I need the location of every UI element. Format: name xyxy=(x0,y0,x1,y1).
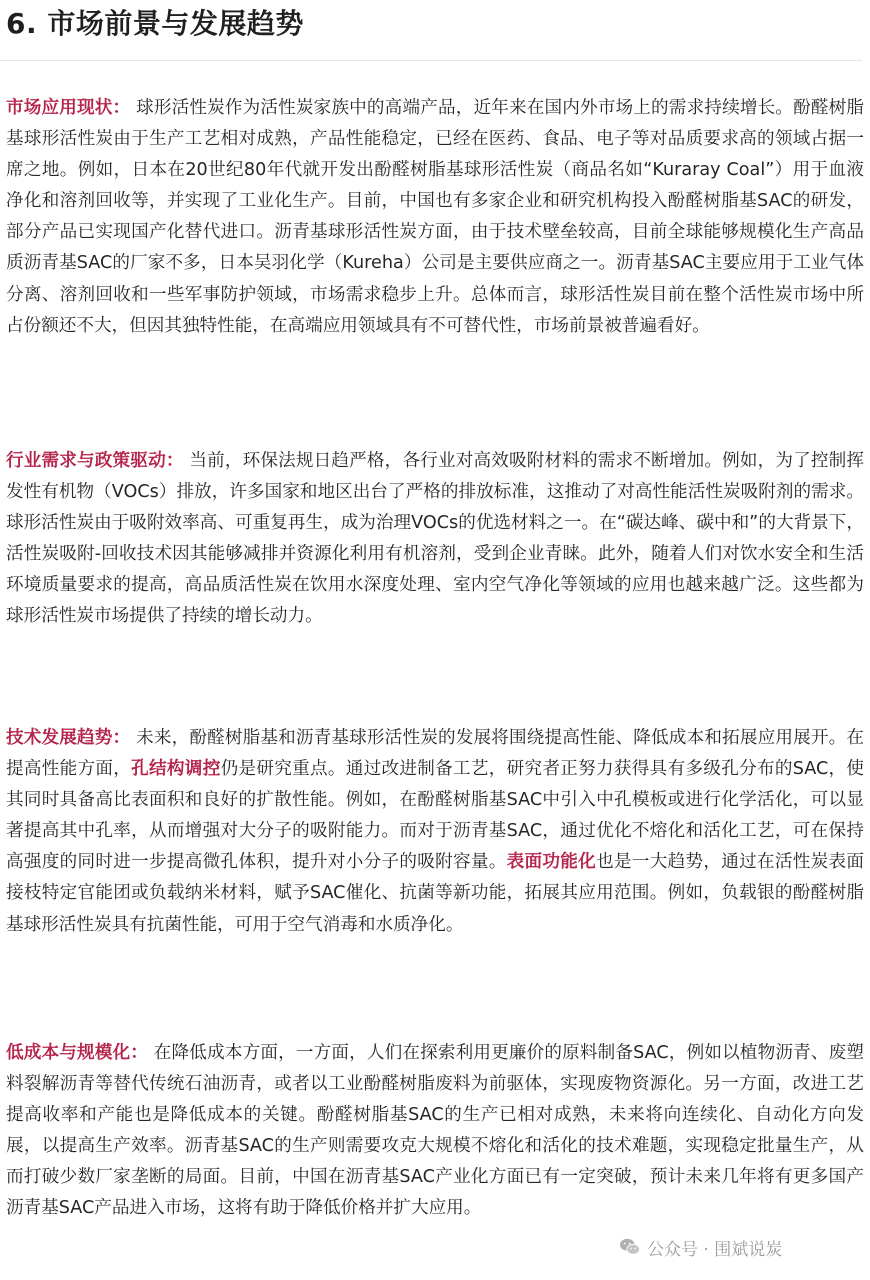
watermark-text: 公众号 · 围斌说炭 xyxy=(647,1239,783,1260)
paragraph-text: 也是一大趋势，通过在活性炭表面接枝特定官能团或负载纳米材料，赋予SAC催化、抗菌等新功能，拓展其应用范围。例如，负载银的酚醛树脂基球形活性炭具有抗菌性能，可用于空气消毒和水质净化。 xyxy=(6,852,864,935)
paragraph-lead: 市场应用现状： xyxy=(6,98,131,118)
paragraph-lead: 低成本与规模化： xyxy=(6,1043,149,1063)
wechat-icon xyxy=(619,1237,641,1257)
highlight-term: 表面功能化 xyxy=(506,852,597,873)
paragraph-tech-trends xyxy=(6,723,864,941)
paragraph-text: 在降低成本方面，一方面，人们在探索利用更廉价的原料制备SAC，例如以植物沥青、废塑料裂解沥青等替代传统石油沥青，或者以工业酚醛树脂废料为前驱体，实现废物资源化。另一方面，改进工艺提高收率和产能也是降低成本的关键。酚醛树脂基SAC的生产已相对成熟，未来将向连续化、自动化方向发展，以提高生产效率。沥青基SAC的生产则需要攻克大规模不熔化和活化的技术难题，实现稳定批量生产，从而打破少数厂家垄断的局面。目前，中国在沥青基SAC产业化方面已有一定突破，预计未来几年将有更多国产沥青基SAC产品进入市场，这将有助于降低价格并扩大应用。 xyxy=(6,1043,864,1219)
paragraph-text: 未来，酚醛树脂基和沥青基球形活性炭的发展将围绕提高性能、降低成本和拓展应用展开。在提高性能方面， xyxy=(6,728,864,780)
watermark xyxy=(615,1232,786,1262)
paragraph-text: 当前，环保法规日趋严格，各行业对高效吸附材料的需求不断增加。例如，为了控制挥发性有机物（VOCs）排放，许多国家和地区出台了严格的排放标准，这推动了对高性能活性炭吸附剂的需求。球形活性炭由于吸附效率高、可重复再生，成为治理VOCs的优选材料之一。在“碳达峰、碳中和”的大背景下，活性炭吸附-回收技术因其能够减排并资源化利用有机溶剂，受到企业青睐。此外，随着人们对饮水安全和生活环境质量要求的提高，高品质活性炭在饮用水深度处理、室内空气净化等领域的应用也越来越广泛。这些都为球形活性炭市场提供了持续的增长动力。 xyxy=(6,451,864,627)
paragraph-low-cost-scale xyxy=(6,1038,864,1225)
paragraph-text: 仍是研究重点。通过改进制备工艺，研究者正努力获得具有多级孔分布的SAC，使其同时具备高比表面积和良好的扩散性能。例如，在酚醛树脂基SAC中引入中孔模板或进行化学活化，可以显著提高其中孔率，从而增强对大分子的吸附能力。而对于沥青基SAC，通过优化不熔化和活化工艺，可在保持高强度的同时进一步提高微孔体积，提升对小分子的吸附容量。 xyxy=(6,759,864,873)
paragraph-text: 球形活性炭作为活性炭家族中的高端产品，近年来在国内外市场上的需求持续增长。酚醛树脂基球形活性炭由于生产工艺相对成熟，产品性能稳定，已经在医药、食品、电子等对品质要求高的领域占据一席之地。例如，日本在20世纪80年代就开发出酚醛树脂基球形活性炭（商品名如“Kuraray Coal”）用于血液净化和溶剂回收等，并实现了工业化生产。目前，中国也有多家企业和研究机构投入酚醛树脂基SAC的研发，部分产品已实现国产化替代进口。沥青基球形活性炭方面，由于技术壁垒较高，目前全球能够规模化生产高品质沥青基SAC的厂家不多，日本吴羽化学（Kureha）公司是主要供应商之一。沥青基SAC主要应用于工业气体分离、溶剂回收和一些军事防护领域，市场需求稳步上升。总体而言，球形活性炭目前在整个活性炭市场中所占份额还不大，但因其独特性能，在高端应用领域具有不可替代性，市场前景被普遍看好。 xyxy=(6,98,864,336)
highlight-term: 孔结构调控 xyxy=(131,759,221,780)
heading-divider xyxy=(0,60,862,61)
paragraph-lead: 技术发展趋势： xyxy=(6,728,131,748)
paragraph-lead: 行业需求与政策驱动： xyxy=(6,451,184,471)
section-heading: 6. 市场前景与发展趋势 xyxy=(6,7,304,40)
paragraph-market-status xyxy=(6,93,864,342)
paragraph-demand-policy xyxy=(6,446,864,633)
